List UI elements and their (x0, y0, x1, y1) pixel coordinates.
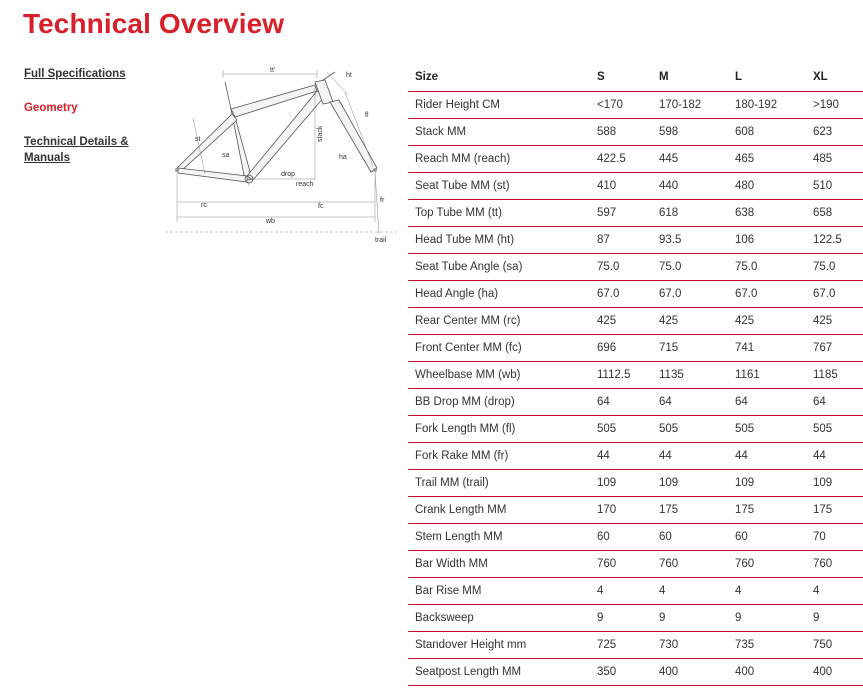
value-l: 60 (735, 523, 813, 550)
header-xl: XL (813, 64, 863, 91)
label-drop: drop (281, 171, 296, 178)
value-xl: 510 (813, 172, 863, 199)
value-m: 505 (659, 415, 735, 442)
value-s: 425 (597, 307, 659, 334)
label-reach: reach (296, 181, 314, 188)
value-m: 170-182 (659, 91, 735, 118)
table-row (408, 253, 863, 280)
table-row (408, 577, 863, 604)
value-xl: 109 (813, 469, 863, 496)
value-xl: 485 (813, 145, 863, 172)
row-label: Reach MM (reach) (408, 145, 597, 172)
label-fc: fc (318, 203, 324, 210)
table-row (408, 334, 863, 361)
label-fr: fr (380, 197, 385, 204)
header-l: L (735, 64, 813, 91)
row-label: BB Drop MM (drop) (408, 388, 597, 415)
value-s: 75.0 (597, 253, 659, 280)
value-s: 1112.5 (597, 361, 659, 388)
row-label: Stem Length MM (408, 523, 597, 550)
value-l: 760 (735, 550, 813, 577)
value-xl: 623 (813, 118, 863, 145)
value-xl: 750 (813, 631, 863, 658)
value-m: 618 (659, 199, 735, 226)
value-xl: 505 (813, 415, 863, 442)
label-trail: trail (375, 237, 387, 244)
value-m: 44 (659, 442, 735, 469)
value-l: 1161 (735, 361, 813, 388)
table-row (408, 523, 863, 550)
table-row (408, 226, 863, 253)
row-label: Crank Length MM (408, 496, 597, 523)
value-xl: 1185 (813, 361, 863, 388)
value-m: 730 (659, 631, 735, 658)
value-m: 175 (659, 496, 735, 523)
value-m: 4 (659, 577, 735, 604)
value-xl: 64 (813, 388, 863, 415)
value-l: 425 (735, 307, 813, 334)
row-label: Rider Height CM (408, 91, 597, 118)
value-s: 760 (597, 550, 659, 577)
nav-link-full-specifications[interactable]: Full Specifications (24, 68, 126, 80)
value-l: 465 (735, 145, 813, 172)
table-header-row (408, 64, 863, 91)
value-s: <170 (597, 91, 659, 118)
table-row (408, 550, 863, 577)
table-row (408, 361, 863, 388)
value-m: 75.0 (659, 253, 735, 280)
row-label: Stack MM (408, 118, 597, 145)
label-rc: rc (201, 202, 207, 209)
value-s: 64 (597, 388, 659, 415)
value-s: 44 (597, 442, 659, 469)
value-l: 9 (735, 604, 813, 631)
value-l: 400 (735, 658, 813, 685)
value-xl: 760 (813, 550, 863, 577)
label-stack: stack (317, 125, 324, 142)
value-m: 400 (659, 658, 735, 685)
value-l: 741 (735, 334, 813, 361)
value-s: 505 (597, 415, 659, 442)
row-label: Seat Tube MM (st) (408, 172, 597, 199)
row-label: Head Angle (ha) (408, 280, 597, 307)
value-m: 440 (659, 172, 735, 199)
header-size: Size (408, 64, 597, 91)
label-sa: sa (222, 152, 230, 159)
label-ht: ht (346, 72, 352, 79)
value-m: 64 (659, 388, 735, 415)
value-xl: 67.0 (813, 280, 863, 307)
value-l: 480 (735, 172, 813, 199)
value-s: 422.5 (597, 145, 659, 172)
table-row (408, 118, 863, 145)
label-tt: tt' (270, 67, 276, 74)
value-s: 170 (597, 496, 659, 523)
value-l: 109 (735, 469, 813, 496)
value-m: 60 (659, 523, 735, 550)
table-row (408, 469, 863, 496)
table-row (408, 388, 863, 415)
value-xl: 767 (813, 334, 863, 361)
value-l: 175 (735, 496, 813, 523)
frame-drawing (177, 72, 377, 183)
table-row (408, 631, 863, 658)
value-m: 109 (659, 469, 735, 496)
value-s: 725 (597, 631, 659, 658)
value-m: 598 (659, 118, 735, 145)
row-label: Standover Height mm (408, 631, 597, 658)
value-l: 44 (735, 442, 813, 469)
row-label: Rear Center MM (rc) (408, 307, 597, 334)
geometry-diagram (165, 62, 397, 247)
value-xl: 4 (813, 577, 863, 604)
value-m: 93.5 (659, 226, 735, 253)
value-xl: 122.5 (813, 226, 863, 253)
value-xl: 70 (813, 523, 863, 550)
label-wb: wb (266, 218, 275, 225)
value-l: 106 (735, 226, 813, 253)
value-s: 67.0 (597, 280, 659, 307)
value-s: 87 (597, 226, 659, 253)
value-l: 180-192 (735, 91, 813, 118)
value-s: 410 (597, 172, 659, 199)
table-row (408, 172, 863, 199)
value-s: 109 (597, 469, 659, 496)
value-s: 597 (597, 199, 659, 226)
value-xl: 9 (813, 604, 863, 631)
table-row (408, 415, 863, 442)
value-xl: 175 (813, 496, 863, 523)
value-s: 9 (597, 604, 659, 631)
value-s: 350 (597, 658, 659, 685)
value-xl: 400 (813, 658, 863, 685)
row-label: Seat Tube Angle (sa) (408, 253, 597, 280)
value-l: 64 (735, 388, 813, 415)
row-label: Bar Rise MM (408, 577, 597, 604)
table-row (408, 496, 863, 523)
row-label: Fork Rake MM (fr) (408, 442, 597, 469)
value-l: 75.0 (735, 253, 813, 280)
nav-link-geometry[interactable]: Geometry (24, 102, 78, 114)
value-l: 505 (735, 415, 813, 442)
row-label: Top Tube MM (tt) (408, 199, 597, 226)
value-xl: 44 (813, 442, 863, 469)
table-row (408, 307, 863, 334)
value-m: 9 (659, 604, 735, 631)
table-row (408, 199, 863, 226)
row-label: Wheelbase MM (wb) (408, 361, 597, 388)
row-label: Trail MM (trail) (408, 469, 597, 496)
value-xl: >190 (813, 91, 863, 118)
value-xl: 75.0 (813, 253, 863, 280)
value-m: 67.0 (659, 280, 735, 307)
table-row (408, 658, 863, 685)
value-l: 735 (735, 631, 813, 658)
value-l: 638 (735, 199, 813, 226)
table-row (408, 442, 863, 469)
value-s: 588 (597, 118, 659, 145)
row-label: Backsweep (408, 604, 597, 631)
geometry-table (408, 64, 863, 686)
value-m: 445 (659, 145, 735, 172)
label-st: st (195, 136, 201, 143)
row-label: Fork Length MM (fl) (408, 415, 597, 442)
table-row (408, 145, 863, 172)
table-row (408, 604, 863, 631)
value-s: 60 (597, 523, 659, 550)
row-label: Front Center MM (fc) (408, 334, 597, 361)
value-s: 4 (597, 577, 659, 604)
side-nav (24, 66, 164, 166)
label-ha: ha (339, 154, 347, 161)
page-title: Technical Overview (23, 8, 285, 39)
table-row (408, 91, 863, 118)
header-m: M (659, 64, 735, 91)
row-label: Head Tube MM (ht) (408, 226, 597, 253)
value-l: 608 (735, 118, 813, 145)
value-l: 4 (735, 577, 813, 604)
value-xl: 425 (813, 307, 863, 334)
value-xl: 658 (813, 199, 863, 226)
nav-link-technical-details[interactable]: Technical Details & Manuals (24, 136, 129, 164)
value-m: 425 (659, 307, 735, 334)
row-label: Bar Width MM (408, 550, 597, 577)
table-row (408, 280, 863, 307)
row-label: Seatpost Length MM (408, 658, 597, 685)
value-m: 760 (659, 550, 735, 577)
value-m: 1135 (659, 361, 735, 388)
label-fl: fl (365, 112, 369, 119)
value-l: 67.0 (735, 280, 813, 307)
value-m: 715 (659, 334, 735, 361)
header-s: S (597, 64, 659, 91)
value-s: 696 (597, 334, 659, 361)
